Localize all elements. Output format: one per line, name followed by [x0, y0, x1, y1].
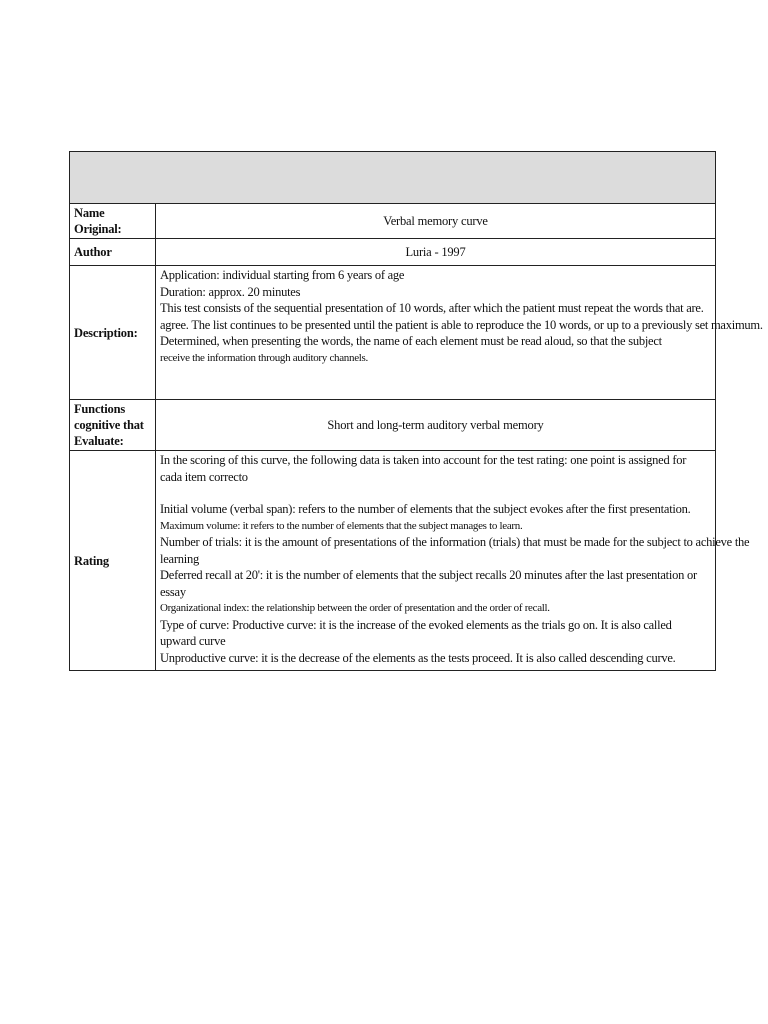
rating-intro-line: In the scoring of this curve, the following data is taken into account for the test rating: one point is assigned for [160, 453, 687, 467]
rating-line: Number of trials: it is the amount of presentations of the information (trials) that must be made for the subject to achieve the [160, 535, 750, 549]
table-row-author [70, 239, 716, 266]
description-label: Description: [70, 266, 156, 400]
table-row-functions [70, 400, 716, 451]
rating-line: upward curve [160, 634, 226, 648]
name-label: Name Original: [70, 204, 156, 239]
rating-line: Unproductive curve: it is the decrease of the elements as the tests proceed. It is also called descending curve. [160, 650, 676, 665]
rating-line: Type of curve: Productive curve: it is the increase of the evoked elements as the trials go on. It is also called [160, 617, 672, 632]
test-info-table [69, 151, 763, 671]
description-line: Application: individual starting from 6 years of age [160, 268, 405, 282]
rating-label: Rating [70, 451, 156, 671]
rating-intro-line: cada item correcto [160, 469, 248, 484]
description-text [156, 266, 763, 400]
description-line: Determined, when presenting the words, the name of each element must be read aloud, so that the subject [160, 334, 662, 348]
table-row-description [70, 266, 716, 400]
table-header-cell [70, 152, 716, 204]
rating-line: learning [160, 551, 199, 566]
rating-line: essay [160, 584, 186, 599]
functions-label: Functions cognitive that Evaluate: [70, 400, 156, 451]
rating-line: Deferred recall at 20': it is the number of elements that the subject recalls 20 minutes after the last presentation or [160, 568, 697, 582]
name-value: Verbal memory curve [156, 204, 716, 239]
description-line: agree. The list continues to be presented until the patient is able to reproduce the 10 words, or up to a previously set maximum. [160, 317, 763, 332]
description-line: receive the information through auditory channels. [160, 351, 368, 364]
rating-line: Organizational index: the relationship between the order of presentation and the order of recall. [160, 602, 550, 614]
rating-text [156, 451, 750, 671]
rating-line: Maximum volume: it refers to the number of elements that the subject manages to learn. [160, 519, 523, 532]
paragraph-spacer [160, 485, 711, 501]
description-line: Duration: approx. 20 minutes [160, 284, 301, 299]
functions-value: Short and long-term auditory verbal memory [156, 400, 716, 451]
table-row-name [70, 204, 716, 239]
table-header-row [70, 152, 716, 204]
description-line: This test consists of the sequential presentation of 10 words, after which the patient must repeat the words that are. [160, 301, 704, 315]
table-row-rating [70, 451, 716, 671]
author-value: Luria - 1997 [156, 239, 716, 266]
author-label: Author [70, 239, 156, 266]
rating-line: Initial volume (verbal span): refers to the number of elements that the subject evokes after the first presentation. [160, 502, 691, 516]
